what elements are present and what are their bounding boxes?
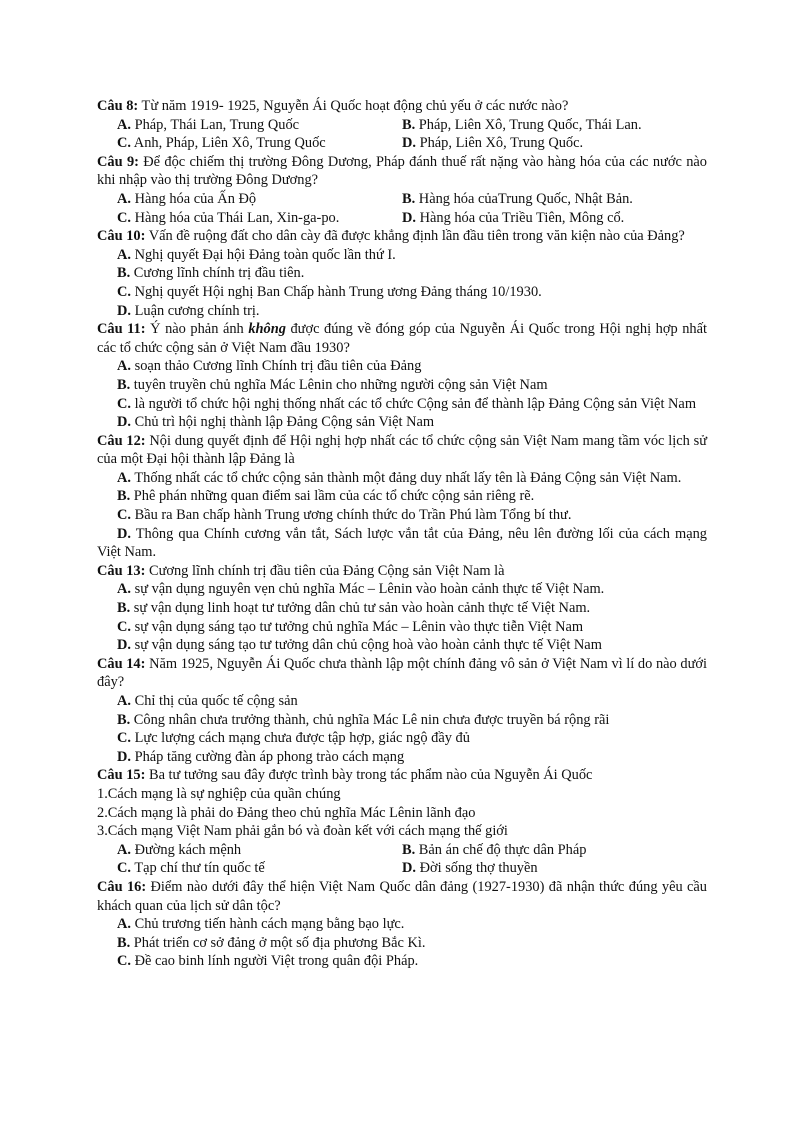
option-d: D. Hàng hóa của Triều Tiên, Mông cổ. [402, 209, 625, 226]
option-b: B. sự vận dụng linh hoạt tư tưởng dân chủ tư sản vào hoàn cảnh thực tế Việt Nam. [117, 600, 591, 617]
question-number: Câu 11: [97, 321, 146, 338]
question-13 [97, 562, 707, 581]
option-b: B. tuyên truyền chủ nghĩa Mác Lênin cho những người cộng sản Việt Nam [117, 376, 548, 393]
option-c: C. Lực lượng cách mạng chưa được tập hợp, giác ngộ đầy đủ [117, 730, 470, 747]
option-b: B. Bản án chế độ thực dân Pháp [402, 841, 587, 858]
option-c: C. Bầu ra Ban chấp hành Trung ương chính thức do Trần Phú làm Tổng bí thư. [117, 507, 572, 524]
question-number: Câu 10: [97, 228, 146, 245]
option-b: B. Cương lĩnh chính trị đầu tiên. [117, 265, 305, 282]
option-d: D. Luận cương chính trị. [117, 302, 260, 319]
question-text: Năm 1925, Nguyễn Ái Quốc chưa thành lập một chính đảng vô sản ở Việt Nam vì lí do nào dưới đây? [97, 655, 708, 691]
option-d: D. Chủ trì hội nghị thành lập Đảng Cộng sản Việt Nam [117, 414, 435, 431]
option-d: D. Pháp, Liên Xô, Trung Quốc. [402, 135, 584, 152]
option-d: D. Thông qua Chính cương vắn tắt, Sách lược vắn tắt của Đảng, nêu lên đường lối của cách mạng Việt Nam. [97, 525, 707, 561]
option-a: A. Chỉ thị của quốc tế cộng sản [117, 693, 298, 709]
question-11: Câu 11: Ý nào phản ánh không được đúng về đóng góp của Nguyễn Ái Quốc trong Hội nghị hợp nhất các tổ chức cộng sản ở Việt Nam đầu 1930? [97, 321, 707, 356]
option-d: D. Pháp tăng cường đàn áp phong trào cách mạng [117, 748, 405, 765]
question-15 [97, 766, 707, 785]
option-a: A. sự vận dụng nguyên vẹn chủ nghĩa Mác – Lênin vào hoàn cảnh thực tế Việt Nam. [117, 581, 605, 598]
question-number: Câu 14: [97, 655, 146, 672]
question-12 [97, 432, 707, 469]
option-b: B. Phê phán những quan điểm sai lầm của các tổ chức cộng sản riêng rẽ. [117, 488, 535, 505]
question-text: Để độc chiếm thị trường Đông Dương, Pháp đánh thuế rất nặng vào hàng hóa của các nước nào khi nhập vào thị trường Đông Dương? [97, 153, 707, 189]
question-16 [97, 878, 707, 915]
options-row [97, 209, 707, 228]
option-b: B. Công nhân chưa trưởng thành, chủ nghĩa Mác Lê nin chưa được truyền bá rộng rãi [117, 711, 610, 728]
option-c: C. là người tổ chức hội nghị thống nhất các tổ chức Cộng sản để thành lập Đảng Cộng sản Việt Nam [117, 395, 697, 412]
option-c: C. Đề cao binh lính người Việt trong quân đội Pháp. [117, 953, 419, 970]
question-text: Nội dung quyết định để Hội nghị hợp nhất các tổ chức cộng sản Việt Nam mang tầm vóc lịch sử của một Đại hội thành lập Đảng là [97, 432, 707, 468]
idea-line-1: 1.Cách mạng là sự nghiệp của quần chúng [97, 785, 341, 802]
option-c: C. Tạp chí thư tín quốc tế [117, 860, 265, 877]
option-a: A. Hàng hóa của Ấn Độ [117, 190, 257, 207]
option-a: A. Thống nhất các tổ chức cộng sản thành một đảng duy nhất lấy tên là Đảng Cộng sản Việt Nam. [117, 469, 682, 486]
idea-line-3: 3.Cách mạng Việt Nam phải gắn bó và đoàn kết với cách mạng thế giới [97, 823, 508, 840]
question-14 [97, 655, 707, 692]
question-text: Ba tư tưởng sau đây được trình bày trong tác phẩm nào của Nguyễn Ái Quốc [145, 767, 593, 784]
question-number: Câu 8: [97, 98, 139, 114]
exam-page [97, 97, 707, 971]
question-number: Câu 12: [97, 432, 146, 449]
idea-line-2: 2.Cách mạng là phải do Đảng theo chủ nghĩa Mác Lênin lãnh đạo [97, 804, 476, 821]
question-text: Cương lĩnh chính trị đầu tiên của Đảng Cộng sản Việt Nam là [145, 562, 505, 579]
question-text: Điểm nào dưới đây thể hiện Việt Nam Quốc dân đảng (1927-1930) đã nhận thức đúng yêu cầu khách quan của lịch sử dân tộc? [97, 878, 707, 914]
options-row [97, 116, 707, 135]
emphasis-word: không [248, 321, 286, 338]
option-a: A. Pháp, Thái Lan, Trung Quốc [117, 116, 300, 133]
question-10 [97, 227, 707, 246]
option-d: D. Đời sống thợ thuyền [402, 860, 538, 877]
options-row [97, 134, 707, 153]
question-number: Câu 15: [97, 767, 146, 784]
option-b: B. Phát triển cơ sở đảng ở một số địa phương Bắc Kì. [117, 934, 426, 951]
option-c: C. sự vận dụng sáng tạo tư tưởng chủ nghĩa Mác – Lênin vào thực tiễn Việt Nam [117, 618, 584, 635]
option-a: A. Đường kách mệnh [117, 841, 242, 858]
question-text: Từ năm 1919- 1925, Nguyễn Ái Quốc hoạt động chủ yếu ở các nước nào? [138, 98, 569, 114]
option-c: C. Anh, Pháp, Liên Xô, Trung Quốc [117, 135, 326, 152]
option-c: C. Hàng hóa của Thái Lan, Xin-ga-po. [117, 209, 340, 226]
question-number: Câu 16: [97, 878, 147, 895]
option-a: A. soạn thảo Cương lĩnh Chính trị đầu tiên của Đảng [117, 358, 422, 375]
question-9 [97, 153, 707, 190]
option-a: A. Nghị quyết Đại hội Đảng toàn quốc lần thứ I. [117, 246, 396, 263]
options-row [97, 190, 707, 209]
question-8 [97, 97, 707, 116]
question-text: Vấn đề ruộng đất cho dân cày đã được khẳng định lần đầu tiên trong văn kiện nào của Đảng? [145, 228, 685, 245]
option-a: A. Chủ trương tiến hành cách mạng bằng bạo lực. [117, 916, 405, 933]
question-number: Câu 13: [97, 562, 146, 579]
options-row [97, 859, 707, 878]
option-b: B. Pháp, Liên Xô, Trung Quốc, Thái Lan. [402, 116, 642, 133]
option-b: B. Hàng hóa củaTrung Quốc, Nhật Bản. [402, 190, 633, 207]
option-d: D. sự vận dụng sáng tạo tư tưởng dân chủ cộng hoà vào hoàn cảnh thực tế Việt Nam [117, 637, 602, 654]
question-number: Câu 9: [97, 153, 139, 170]
options-row [97, 841, 707, 860]
option-c: C. Nghị quyết Hội nghị Ban Chấp hành Trung ương Đảng tháng 10/1930. [117, 283, 542, 300]
